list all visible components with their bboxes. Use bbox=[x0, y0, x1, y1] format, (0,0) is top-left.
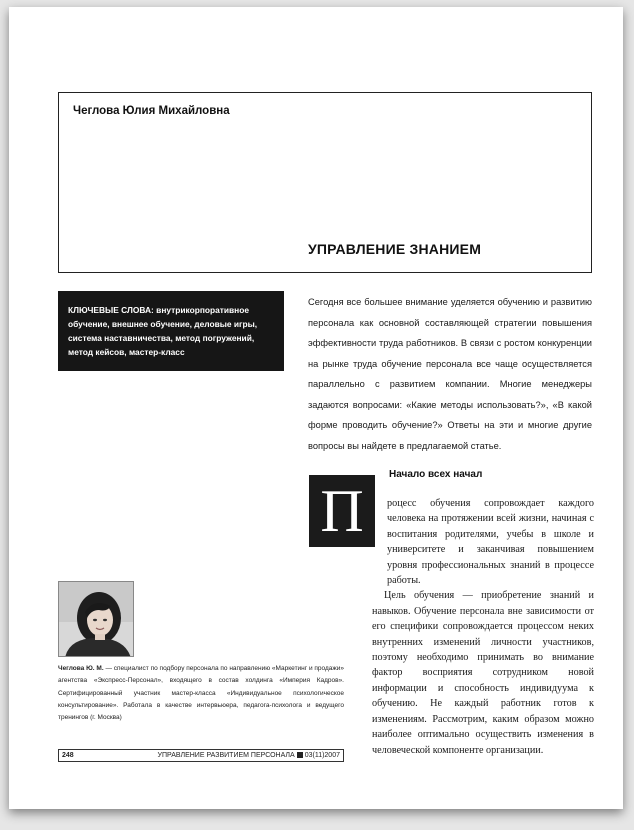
bio-name: Чеглова Ю. М. bbox=[58, 665, 104, 672]
page-number: 248 bbox=[62, 752, 74, 759]
page-footer bbox=[58, 749, 344, 762]
square-bullet-icon bbox=[297, 752, 303, 758]
journal-info bbox=[158, 750, 340, 761]
portrait-image bbox=[59, 582, 134, 657]
section-title: Начало всех начал bbox=[389, 469, 483, 480]
journal-name: УПРАВЛЕНИЕ РАЗВИТИЕМ ПЕРСОНАЛА bbox=[157, 752, 295, 759]
author-bio bbox=[58, 663, 344, 724]
body-paragraph: Цель обучения — приобретение знаний и навыков. Обучение персонала вне зависимости от его специфики сопровождается процессом неких внутренних изменений личности участников, поэтому необходимо принимать во внимание фактор восприятия сотрудником новой информации и способность индивидуума к обучению. Не каждый работник готов к изменениям. Рассмотрим, каким образом можно наиболее оптимально осуществить изменения в человеческой компоненте организации. bbox=[372, 590, 594, 756]
magazine-page bbox=[9, 7, 623, 809]
header-box bbox=[58, 92, 592, 273]
keywords-label: КЛЮЧЕВЫЕ СЛОВА: bbox=[68, 305, 154, 315]
keywords-text: внутрикорпоративное обучение, внешнее обучение, деловые игры, система наставничества, метод погружений, метод кейсов, мастер-класс bbox=[68, 305, 258, 357]
author-photo bbox=[58, 581, 134, 657]
keywords-box bbox=[58, 291, 284, 371]
drop-cap: П bbox=[309, 475, 375, 547]
bio-text: — специалист по подбору персонала по направлению «Маркетинг и продажи» агентства «Экспресс-Персонал», входящего в состав холдинга «Империя Кадров». Сертифицированный участник мастер-класса «Индивидуальное психологическое консультирование». Работала в качестве интервьюера, педагога-психолога и ведущего тренингов (г. Москва) bbox=[58, 665, 345, 722]
article-title: УПРАВЛЕНИЕ ЗНАНИЕМ bbox=[308, 241, 482, 257]
body-paragraph: роцесс обучения сопровождает каждого человека на протяжении всей жизни, начиная с воспитания родителями, учебы в школе и университете и заканчивая повышением уровня профессиональных знаний в процессе работы. bbox=[387, 498, 594, 587]
author-name: Чеглова Юлия Михайловна bbox=[73, 105, 230, 117]
issue-number: 03(11)2007 bbox=[304, 752, 340, 759]
lead-paragraph: Сегодня все большее внимание уделяется обучению и развитию персонала как основной составляющей стратегии повышения эффективности труда работников. В связи с ростом конкуренции на рынке труда обучение персонала все чаще осуществляется параллельно с развитием компании. Многие менеджеры задаются вопросами: «Какие методы использовать?», «В какой форме проводить обучение?» Ответы на эти и многие другие вопросы вы найдете в предлагаемой статье. bbox=[308, 297, 592, 451]
article-body bbox=[372, 496, 594, 758]
